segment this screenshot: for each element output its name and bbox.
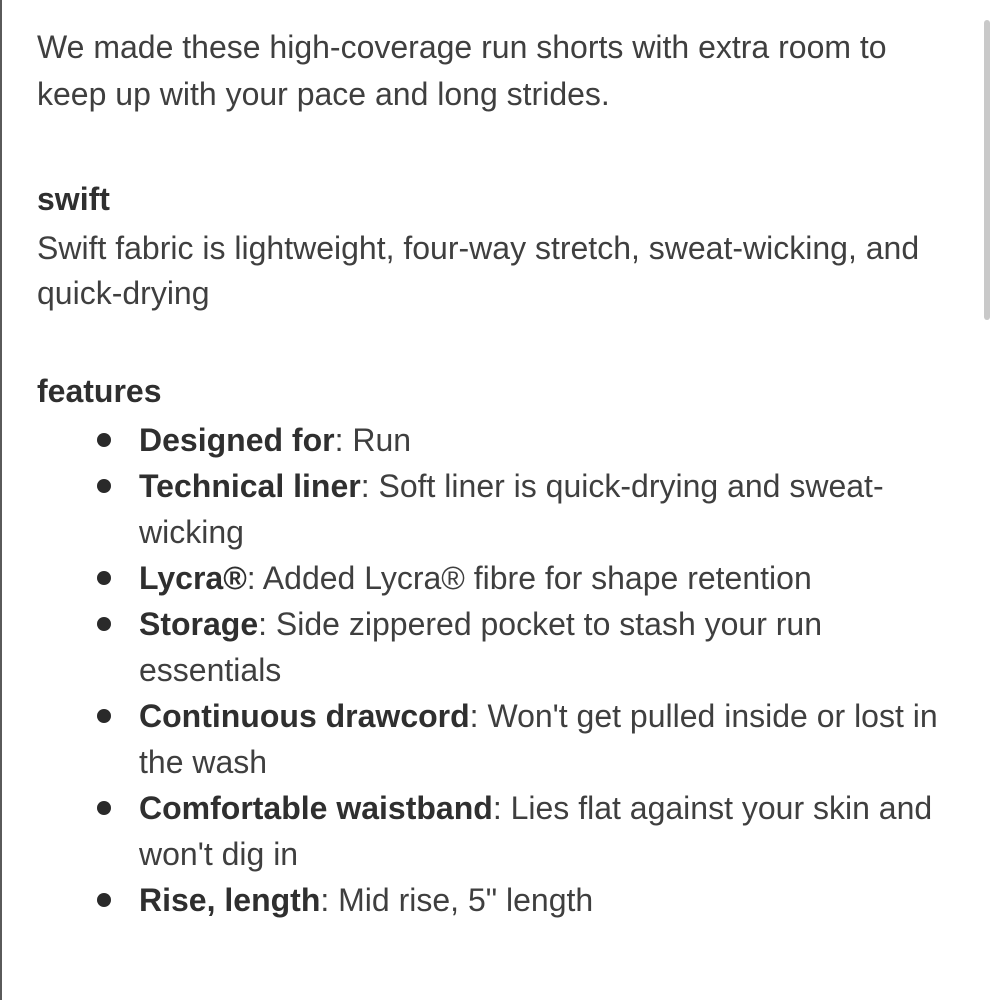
bullet-icon — [97, 571, 111, 585]
feature-text: : Won't get pulled inside or lost in the wash — [139, 698, 938, 780]
feature-name: Comfortable waistband — [139, 790, 493, 826]
bullet-icon — [97, 893, 111, 907]
swift-description: Swift fabric is lightweight, four-way stretch, sweat-wicking, and quick-drying — [37, 230, 920, 311]
feature-name: Continuous drawcord — [139, 698, 470, 734]
feature-item-comfortable-waistband — [37, 785, 942, 877]
feature-name: Designed for — [139, 422, 335, 458]
feature-name: Rise, length — [139, 882, 321, 918]
feature-text: : Added Lycra® fibre for shape retention — [246, 560, 812, 596]
bullet-icon — [97, 617, 111, 631]
feature-item-designed-for — [37, 417, 942, 463]
feature-item-rise-length — [37, 877, 942, 923]
feature-text: : Soft liner is quick-drying and sweat-wicking — [139, 468, 884, 550]
scrollbar-thumb[interactable] — [984, 20, 990, 320]
feature-name: Technical liner — [139, 468, 361, 504]
bullet-icon — [97, 709, 111, 723]
feature-name: Storage — [139, 606, 259, 642]
feature-text: : Run — [334, 422, 412, 458]
intro-text: We made these high-coverage run shorts with extra room to keep up with your pace and long strides. — [37, 29, 887, 112]
product-description — [37, 24, 942, 923]
features-heading: features — [37, 373, 162, 409]
swift-heading: swift — [37, 181, 110, 217]
feature-item-continuous-drawcord — [37, 693, 942, 785]
feature-text: : Mid rise, 5" length — [320, 882, 594, 918]
feature-item-lycra — [37, 555, 942, 601]
features-list — [37, 417, 942, 923]
feature-name: Lycra® — [139, 560, 247, 596]
feature-text: : Side zippered pocket to stash your run essentials — [139, 606, 823, 688]
bullet-icon — [97, 433, 111, 447]
feature-text: : Lies flat against your skin and won't dig in — [139, 790, 933, 872]
bullet-icon — [97, 801, 111, 815]
feature-item-technical-liner — [37, 463, 942, 555]
left-border — [0, 0, 2, 1000]
feature-item-storage — [37, 601, 942, 693]
bullet-icon — [97, 479, 111, 493]
